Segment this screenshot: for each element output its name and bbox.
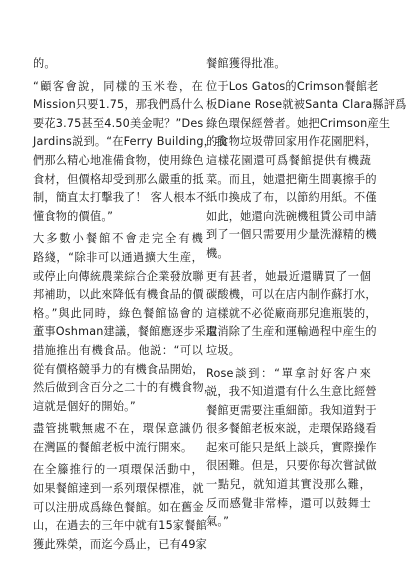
text-line: 措施推出有機食品。他説：“可以 xyxy=(33,343,203,357)
text-line: 如此，她還向洗碗機租賃公司申請 xyxy=(206,209,377,223)
text-line: Rose談到：“單拿討好客户來 xyxy=(206,366,371,380)
text-line: 餐館更需要注重細節。我知道對于 xyxy=(206,403,377,417)
text-line: 板Diane Rose就被Santa Clara縣評爲 xyxy=(206,98,407,112)
text-line: 碳酸機，可以在店内制作蘇打水， xyxy=(206,288,377,302)
text-line: 位于Los Gatos的Crimson餐館老 xyxy=(206,79,379,93)
text-line: Jardins説到。“在Ferry Building，我 xyxy=(33,135,227,149)
text-line: 食材，但價格却受到那么嚴重的抵 xyxy=(33,172,204,186)
text-line: 很困難。但是，只要你每次嘗試做 xyxy=(206,459,377,473)
text-line: 要花3.75甚至4.50美金呢？”Des xyxy=(33,116,204,130)
text-line: 大多數小餐館不會走完全有機 xyxy=(33,232,203,246)
text-line: 反而感覺非常棒，還可以鼓舞士 xyxy=(206,496,371,510)
text-line: 格。”與此同時，綠色餐館協會的 xyxy=(33,306,203,320)
text-line: 説，我不知道還有什么生意比經營 xyxy=(206,385,377,399)
text-line: 懂食物的價值。” xyxy=(33,209,114,223)
text-line: 在全籐推行的一項環保活動中， xyxy=(33,463,203,477)
text-line: 綠色環保經營者。她把Crimson産生 xyxy=(206,116,391,130)
text-line: 山，在過去的三年中就有15家餐館 xyxy=(33,519,208,533)
text-line: 可以注册成爲綠色餐館。如在舊金 xyxy=(33,500,204,514)
text-line: 菜。而且，她還把衛生間裏擦手的 xyxy=(206,172,377,186)
text-line: 在灣區的餐館老板中流行開來。 xyxy=(33,440,193,454)
text-line: 到了一個只需要用少量洗滌精的機 xyxy=(206,228,377,242)
text-line: 邦補助，以此來降低有機食品的價 xyxy=(33,288,204,302)
text-line: 氣。” xyxy=(206,515,230,529)
text-line: “顧客會說，同樣的玉米卷，在 xyxy=(33,79,203,93)
text-line: 盡管挑戰無處不在，環保意識仍 xyxy=(33,422,203,436)
text-line: 從有價格競爭力的有機食品開始， xyxy=(33,362,204,376)
text-line: 路綫，“除非可以通過擴大生産， xyxy=(33,250,203,264)
text-line: 這樣花園還可爲餐館提供有機蔬 xyxy=(206,153,371,167)
text-line: 還消除了生産和運輸過程中産生的 xyxy=(206,325,377,339)
text-line: 很多餐館老板來説，走環保路綫看 xyxy=(206,422,377,436)
text-line: 起來可能只是紙上談兵，實際操作 xyxy=(206,440,377,454)
text-line: 制，簡直太打擊我了！ 客人根本不 xyxy=(33,191,208,205)
text-line: 垃圾。 xyxy=(206,343,241,357)
right-text-column xyxy=(206,55,407,532)
text-line: 餐館獲得批准。 xyxy=(206,57,286,70)
text-line: Mission只要1.75，那我們爲什么 xyxy=(33,98,205,112)
text-line: 然后做到含百分之二十的有機食物， xyxy=(33,381,216,395)
text-line: 紙巾換成了布，以節約用紙。不僅 xyxy=(206,191,377,205)
text-line: 如果餐館達到一系列環保標准，就 xyxy=(33,482,204,496)
text-line: 的。 xyxy=(33,57,56,70)
text-line: 一點兒，就知道其實没那么難， xyxy=(206,478,371,492)
text-line: 們那么精心地准備食物，使用綠色 xyxy=(33,153,204,167)
text-line: 這就是個好的開始。” xyxy=(33,399,136,413)
text-line: 董事Oshman建議，餐館應逐步采取 xyxy=(33,325,218,339)
text-line: 獲此殊榮，而迄今爲止，已有49家 xyxy=(33,537,208,551)
text-line: 的食物垃圾帶回家用作花園肥料， xyxy=(206,135,377,149)
text-line: 或停止向傳統農業綜合企業發放聯 xyxy=(33,269,204,283)
text-line: 更有甚者，她最近還購買了一個 xyxy=(206,269,371,283)
text-line: 這樣就不必從廠商那兒進瓶裝的， xyxy=(206,306,377,320)
text-line: 機。 xyxy=(206,246,229,260)
